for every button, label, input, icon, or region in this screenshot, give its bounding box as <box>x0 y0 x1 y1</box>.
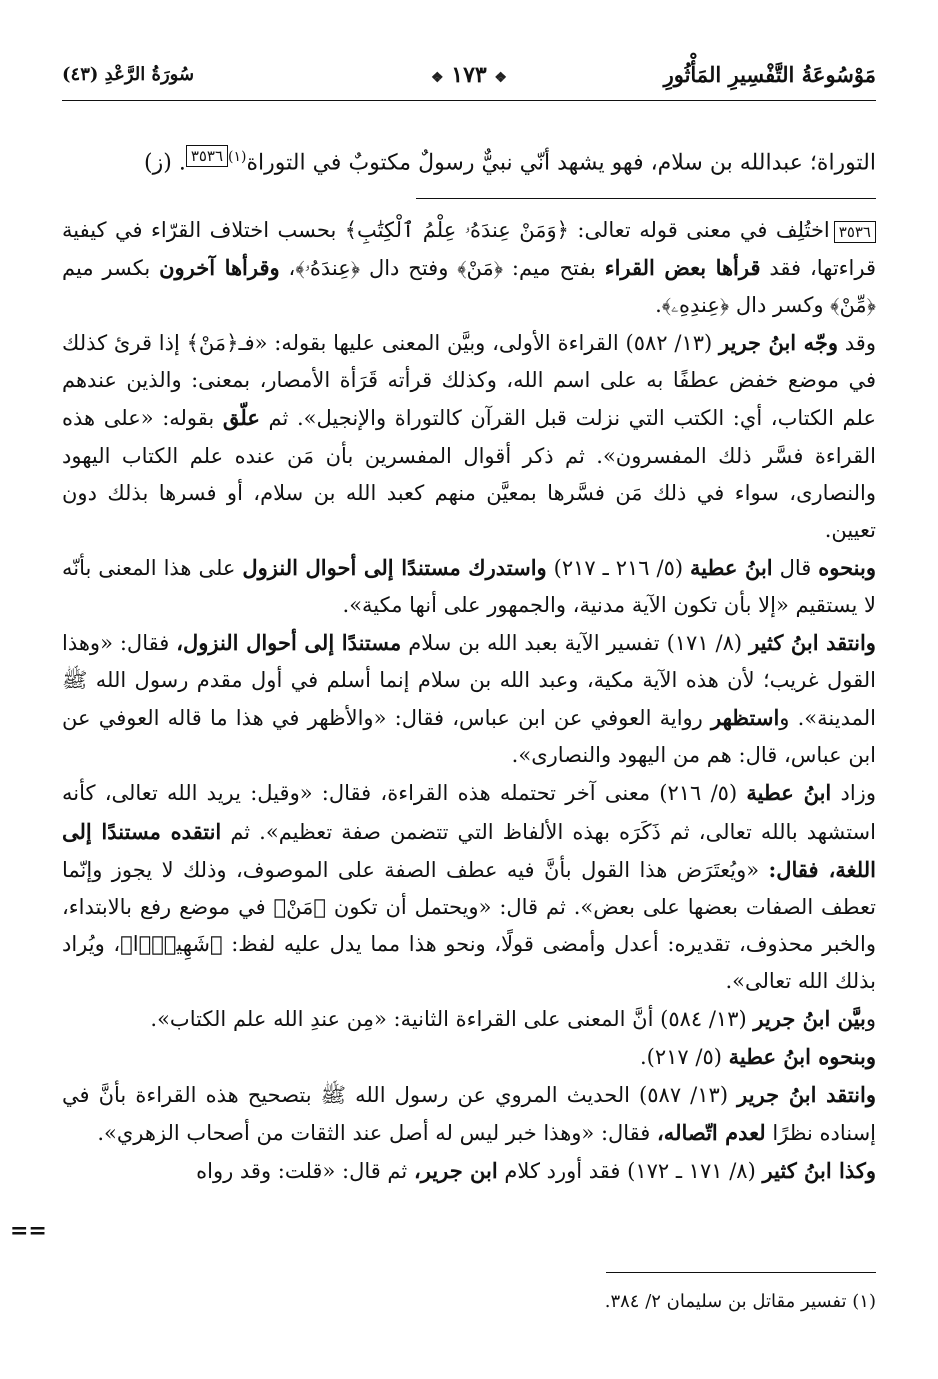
paragraph <box>62 212 876 324</box>
continuation-mark: == <box>10 1218 47 1244</box>
ornament-icon: ❖ <box>494 70 507 86</box>
bold-run: علّق <box>222 405 260 431</box>
paragraph <box>62 1038 876 1076</box>
text-run: بفتح ميم: ﴿مَنْ﴾ وفتح دال ﴿عِندَهُۥ﴾، <box>288 256 596 281</box>
text-run: اختُلِف في معنى قوله تعالى: ﴿وَمَنْ عِندَهُۥ عِلْمُ ٱلْكِتَٰبِ﴾ بحسب اختلاف القرّاء في كيفية قراءتها، فقد <box>62 218 877 281</box>
book-title: مَوْسُوعَةُ التَّفْسِيرِ المَأْثُورِ <box>663 62 876 87</box>
paragraph <box>62 624 876 774</box>
text-run: (٥/ ٢١٦ ـ ٢١٧) <box>553 555 684 580</box>
reference-box: ٣٥٣٦ <box>834 221 876 243</box>
paragraph <box>62 774 876 1000</box>
text-run: قال <box>779 555 812 580</box>
header-divider <box>62 100 876 101</box>
text-run: (٥/ ٢١٦) معنى آخر تحتمله هذه القراءة، فقال: «وقيل: يريد الله تعالى، كأنه استشهد بالله تعالى، ثم ذَكَرَه بهذه الألفاظ التي تتضمن صفة تعظيم». ثم <box>62 781 876 844</box>
bold-run: قرأها بعض القراء <box>604 255 761 281</box>
surah-label: سُورَةُ الرَّعْدِ (٤٣) <box>62 64 195 85</box>
top-paragraph-tail: . (ز) <box>144 150 186 176</box>
section-divider <box>416 198 876 199</box>
text-run: (٨/ ١٧١) تفسير الآية بعبد الله بن سلام <box>408 631 743 656</box>
footnote: (١) تفسير مقاتل بن سليمان ٢/ ٣٨٤. <box>604 1291 876 1312</box>
paragraph <box>62 549 876 624</box>
text-run: وقد <box>844 331 876 356</box>
page-number-block <box>431 62 507 88</box>
text-run: وزاد <box>840 781 876 806</box>
paragraph <box>62 1000 876 1038</box>
bold-run: وجّه ابنُ جرير <box>719 330 838 356</box>
paragraph <box>62 1076 876 1152</box>
bold-run: وكذا ابنُ كثير <box>762 1158 876 1184</box>
paragraph <box>62 1152 876 1190</box>
bold-run: بيَّن ابنُ جرير <box>753 1005 866 1031</box>
text-run: (١٣/ ٥٨٢) القراءة الأولى، وبيَّن المعنى عليها بقوله: «فـ﴿مَنْ﴾ إذا قرئ كذلك في موضع خفض عطفًا به على اسم الله، وكذلك قرأته قَرَأة الأمصار، بمعنى: والذين عندهم علم الكتاب، أي: الكتب التي نزلت قبل القرآن كالتوراة والإنجيل». ثم <box>62 331 876 431</box>
page-number: ١٧٣ <box>451 62 487 88</box>
bold-run: انتقده مستندًا إلى اللغة، فقال: <box>62 818 876 882</box>
bold-run: ابنُ عطية <box>746 780 832 806</box>
bold-run: ابنُ عطية <box>690 554 773 580</box>
bold-run: وبنحوه <box>818 554 876 580</box>
bold-run: استظهر <box>711 705 780 731</box>
bold-run: واستدرك مستندًا إلى أحوال النزول <box>242 554 547 580</box>
text-run: على هذا المعنى بأنّه لا يستقيم «إلا بأن تكون الآية مدنية، والجمهور على أنها مكية». <box>62 555 876 617</box>
text-run: (١٣/ ٥٨٧) الحديث المروي عن رسول الله ﷺ بتصحيح هذه القراءة بأنَّ في إسناده نظرًا <box>62 1083 876 1146</box>
ornament-icon: ❖ <box>431 70 444 86</box>
text-run: فقال: «وهذا خبر ليس له أصل عند الثقات من أصحاب الزهري». <box>97 1121 651 1146</box>
bold-run: وقرأها آخرون <box>159 255 280 281</box>
commentary-body <box>62 212 876 1190</box>
footnote-divider <box>606 1272 876 1273</box>
text-run: (٥/ ٢١٧). <box>639 1045 722 1070</box>
top-paragraph <box>62 136 876 184</box>
text-run: رواية العوفي عن ابن عباس، فقال: «والأظهر في هذا ما قاله العوفي عن ابن عباس، قال: هم من اليهود والنصارى». <box>62 706 876 768</box>
text-run: ثم قال: «قلت: وقد رواه <box>196 1159 408 1184</box>
text-run: فقال: «وهذا القول غريب؛ لأن هذه الآية مكية، وعبد الله بن سلام إنما أسلم في أول مقدم رسول الله ﷺ المدينة». و <box>62 631 876 731</box>
reference-box: ٣٥٣٦ <box>186 145 228 167</box>
text-run: بقوله: «على هذه القراءة فسَّر ذلك المفسرون». ثم ذكر أقوال المفسرين بأن مَن عنده علم الكتاب اليهود والنصارى، سواء في ذلك مَن فسَّرها بمعيَّن منهم كعبد الله بن سلام، أو فسرها بذلك دون تعيين. <box>62 406 876 542</box>
bold-run: وانتقد ابنُ جرير <box>737 1082 876 1108</box>
bold-run: ابن جرير، <box>413 1158 498 1184</box>
paragraph <box>62 324 876 549</box>
bold-run: وانتقد ابنُ كثير <box>749 630 876 656</box>
text-run: (٨/ ١٧١ ـ ١٧٢) فقد أورد كلام <box>504 1159 756 1184</box>
bold-run: مستندًا إلى أحوال النزول، <box>176 630 402 656</box>
bold-run: لعدم اتّصاله، <box>657 1120 766 1146</box>
text-run: و <box>865 1006 876 1031</box>
text-run: بكسر ميم ﴿مِّنْ﴾ وكسر دال ﴿عِندِهِۦ﴾. <box>62 256 876 318</box>
top-paragraph-text: التوراة؛ عبدالله بن سلام، فهو يشهد أنّي نبيٌّ رسولٌ مكتوبٌ في التوراة <box>246 150 876 176</box>
page-header <box>62 62 876 96</box>
text-run: «ويُعتَرَض هذا القول بأنَّ فيه عطف الصفة على الموصوف، وذلك لا يجوز وإنّما تعطف الصفات بعضها على بعض». ثم قال: «ويحتمل أن تكون ﴿مَنْ﴾ في موضع رفع بالابتداء، والخبر محذوف، تقديره: أعدل وأمضى قولًا، ونحو هذا مما يدل عليه لفظ: ﴿شَهِيدًۢا﴾، ويُراد بذلك الله تعالى». <box>62 857 876 993</box>
footnote-marker[interactable]: (١) <box>228 149 247 165</box>
bold-run: وبنحوه ابنُ عطية <box>728 1044 876 1070</box>
text-run: (١٣/ ٥٨٤) أنَّ المعنى على القراءة الثانية: «مِن عندِ الله علم الكتاب». <box>150 1006 747 1031</box>
